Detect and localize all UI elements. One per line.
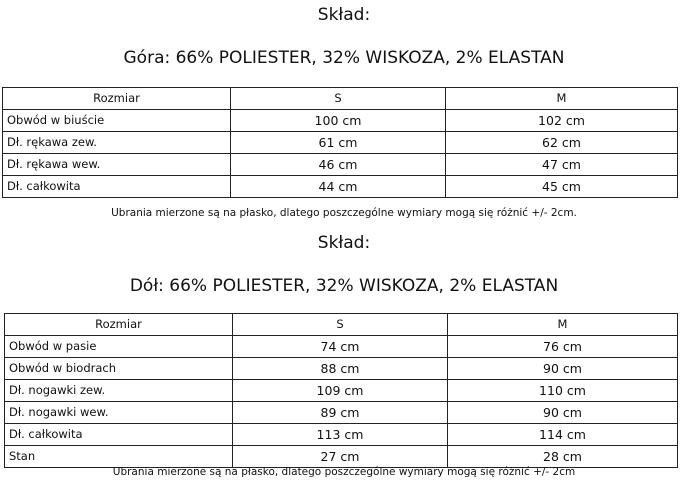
top-composition: Góra: 66% POLIESTER, 32% WISKOZA, 2% ELASTAN [123,48,565,68]
size-m-value: 110 cm [448,380,678,402]
bottom-measurement-note: Ubrania mierzone są na płasko, dlatego poszczególne wymiary mogą się różnić +/- 2cm [112,466,576,478]
size-m-value: 45 cm [446,176,678,198]
bottom-size-table-header-row [5,314,678,336]
measurement-label: Dł. rękawa wew. [3,154,231,176]
top-header-size-m: M [446,88,678,110]
table-row [5,402,678,424]
bottom-composition: Dół: 66% POLIESTER, 32% WISKOZA, 2% ELASTAN [129,276,559,296]
top-size-table [2,87,678,198]
size-s-value: 44 cm [231,176,446,198]
measurement-label: Obwód w biuście [3,110,231,132]
measurement-label: Obwód w biodrach [5,358,233,380]
table-row [3,176,678,198]
size-m-value: 90 cm [448,358,678,380]
top-header-size-label: Rozmiar [3,88,231,110]
measurement-label: Obwód w pasie [5,336,233,358]
top-header-size-s: S [231,88,446,110]
size-s-value: 27 cm [233,446,448,468]
size-m-value: 28 cm [448,446,678,468]
measurement-label: Dł. nogawki zew. [5,380,233,402]
bottom-header-size-label: Rozmiar [5,314,233,336]
measurement-label: Dł. całkowita [5,424,233,446]
bottom-section-heading: Skład: [317,233,371,253]
top-measurement-note: Ubrania mierzone są na płasko, dlatego poszczególne wymiary mogą się różnić +/- 2cm. [111,207,577,219]
measurement-label: Dł. całkowita [3,176,231,198]
measurement-label: Stan [5,446,233,468]
table-row [5,424,678,446]
size-m-value: 102 cm [446,110,678,132]
size-m-value: 114 cm [448,424,678,446]
table-row [3,132,678,154]
size-s-value: 89 cm [233,402,448,424]
size-s-value: 88 cm [233,358,448,380]
size-s-value: 109 cm [233,380,448,402]
bottom-header-size-m: M [448,314,678,336]
size-m-value: 62 cm [446,132,678,154]
size-s-value: 113 cm [233,424,448,446]
size-s-value: 74 cm [233,336,448,358]
size-m-value: 47 cm [446,154,678,176]
bottom-header-size-s: S [233,314,448,336]
measurement-label: Dł. nogawki wew. [5,402,233,424]
size-s-value: 61 cm [231,132,446,154]
table-row [5,380,678,402]
size-m-value: 76 cm [448,336,678,358]
size-s-value: 46 cm [231,154,446,176]
top-size-table-header-row [3,88,678,110]
size-m-value: 90 cm [448,402,678,424]
measurement-label: Dł. rękawa zew. [3,132,231,154]
bottom-size-table [4,313,678,468]
table-row [5,358,678,380]
size-s-value: 100 cm [231,110,446,132]
table-row [5,336,678,358]
table-row [3,154,678,176]
top-section-heading: Skład: [317,5,371,25]
table-row [3,110,678,132]
